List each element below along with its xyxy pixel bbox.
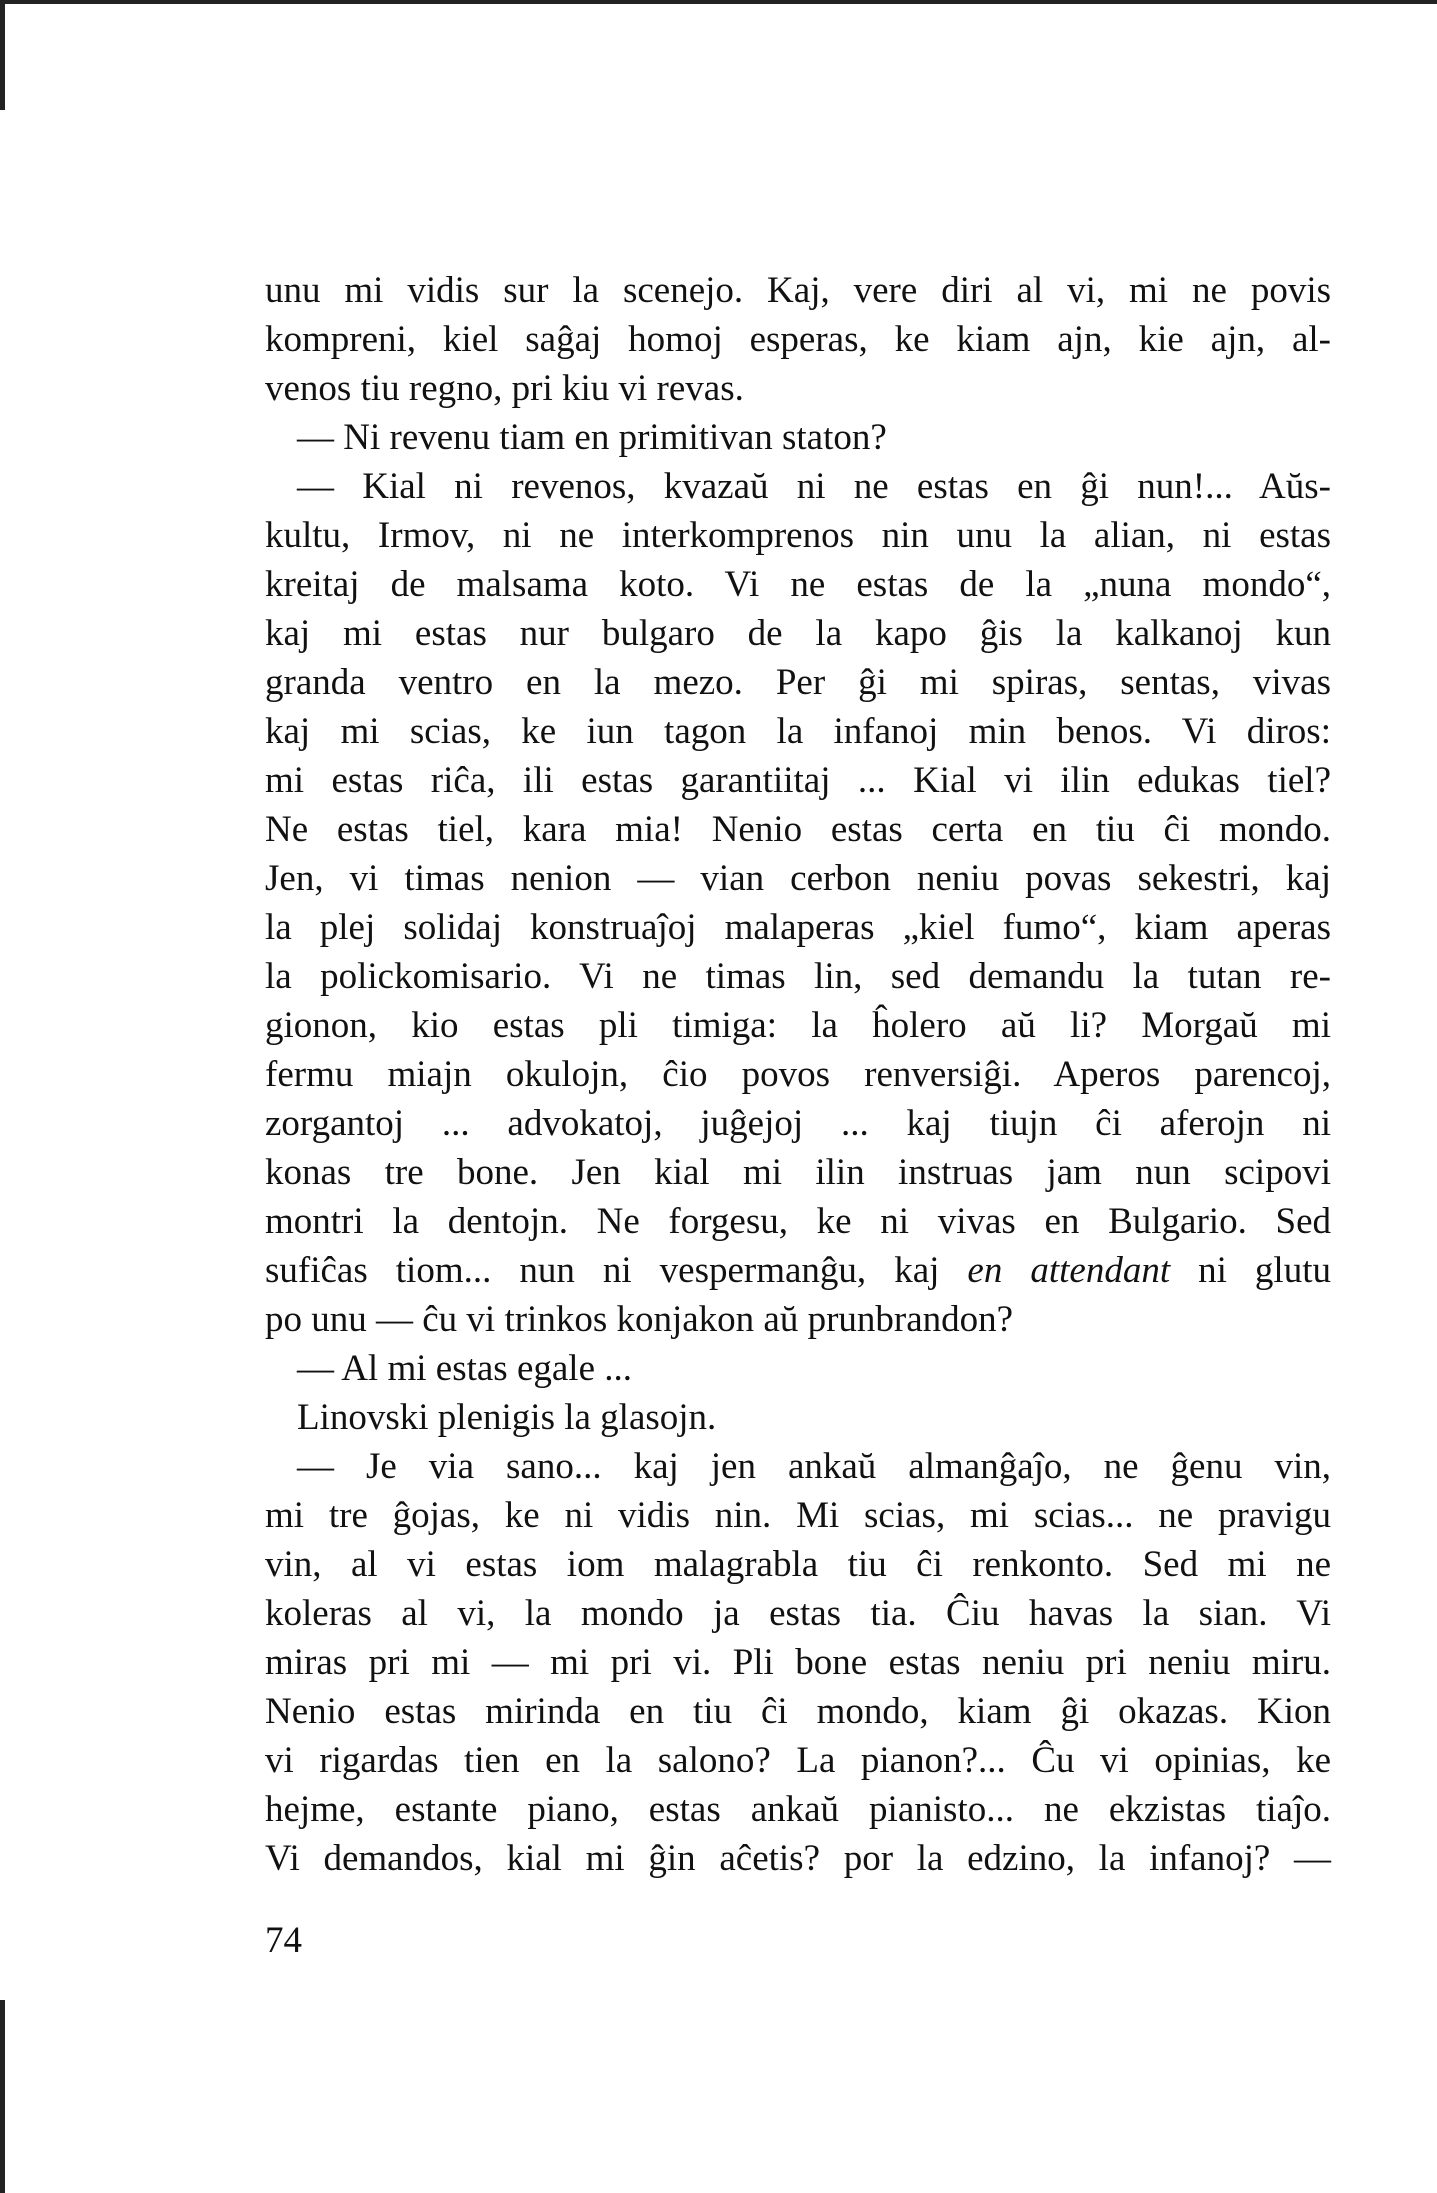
text-line: venos tiu regno, pri kiu vi revas. bbox=[265, 368, 744, 409]
text-line: kreitaj de malsama koto. Vi ne estas de la „nuna mondo“, bbox=[265, 564, 1331, 605]
text-line: Vi demandos, kial mi ĝin aĉetis? por la edzino, la infanoj? — bbox=[265, 1838, 1331, 1879]
text-line: montri la dentojn. Ne forgesu, ke ni vivas en Bulgario. Sed bbox=[265, 1201, 1331, 1242]
text-line: kaj mi estas nur bulgaro de la kapo ĝis la kalkanoj kun bbox=[265, 613, 1331, 654]
page-body-text bbox=[265, 266, 1331, 1883]
text-line: — Je via sano... kaj jen ankaŭ almanĝaĵo, ne ĝenu vin, bbox=[297, 1446, 1331, 1487]
text-line: mi tre ĝojas, ke ni vidis nin. Mi scias, mi scias... ne pravigu bbox=[265, 1495, 1331, 1536]
text-line: vi rigardas tien en la salono? La pianon?... Ĉu vi opinias, ke bbox=[265, 1740, 1331, 1781]
text-line: gionon, kio estas pli timiga: la ĥolero aŭ li? Morgaŭ mi bbox=[265, 1005, 1331, 1046]
scan-top-edge bbox=[0, 0, 1437, 4]
text-line: kaj mi scias, ke iun tagon la infanoj min benos. Vi diros: bbox=[265, 711, 1331, 752]
text-line: vin, al vi estas iom malagrabla tiu ĉi renkonto. Sed mi ne bbox=[265, 1544, 1331, 1585]
text-line-with-italic bbox=[265, 1246, 1331, 1295]
text-line: — Ni revenu tiam en primitivan staton? bbox=[297, 417, 887, 458]
text-line: la plej solidaj konstruaĵoj malaperas „kiel fumo“, kiam aperas bbox=[265, 907, 1331, 948]
text-line: Jen, vi timas nenion — vian cerbon neniu povas sekestri, kaj bbox=[265, 858, 1331, 899]
text-line: kultu, Irmov, ni ne interkomprenos nin unu la alian, ni estas bbox=[265, 515, 1331, 556]
text-segment: ni glutu bbox=[1170, 1250, 1331, 1291]
text-line: — Kial ni revenos, kvazaŭ ni ne estas en ĝi nun!... Aŭs- bbox=[297, 466, 1331, 507]
text-line: po unu — ĉu vi trinkos konjakon aŭ prunbrandon? bbox=[265, 1299, 1014, 1340]
scan-left-edge-top bbox=[0, 0, 5, 110]
text-line: kompreni, kiel saĝaj homoj esperas, ke kiam ajn, kie ajn, al- bbox=[265, 319, 1331, 360]
page-number: 74 bbox=[265, 1920, 302, 1961]
text-line: unu mi vidis sur la scenejo. Kaj, vere diri al vi, mi ne povis bbox=[265, 270, 1331, 311]
text-line: Ne estas tiel, kara mia! Nenio estas certa en tiu ĉi mondo. bbox=[265, 809, 1331, 850]
text-segment: sufiĉas tiom... nun ni vespermanĝu, kaj bbox=[265, 1250, 968, 1291]
text-line: Linovski plenigis la glasojn. bbox=[297, 1397, 717, 1438]
text-line: mi estas riĉa, ili estas garantiitaj ... Kial vi ilin edukas tiel? bbox=[265, 760, 1331, 801]
text-line: granda ventro en la mezo. Per ĝi mi spiras, sentas, vivas bbox=[265, 662, 1331, 703]
text-line: hejme, estante piano, estas ankaŭ pianisto... ne ekzistas tiaĵo. bbox=[265, 1789, 1331, 1830]
text-line: Nenio estas mirinda en tiu ĉi mondo, kiam ĝi okazas. Kion bbox=[265, 1691, 1331, 1732]
italic-phrase: en attendant bbox=[967, 1250, 1171, 1291]
text-line: zorgantoj ... advokatoj, juĝejoj ... kaj tiujn ĉi aferojn ni bbox=[265, 1103, 1331, 1144]
text-line: miras pri mi — mi pri vi. Pli bone estas neniu pri neniu miru. bbox=[265, 1642, 1331, 1683]
text-line: fermu miajn okulojn, ĉio povos renversiĝi. Aperos parencoj, bbox=[265, 1054, 1331, 1095]
text-line: la polickomisario. Vi ne timas lin, sed demandu la tutan re- bbox=[265, 956, 1331, 997]
scan-left-edge-bottom bbox=[0, 2000, 5, 2193]
text-line: konas tre bone. Jen kial mi ilin instruas jam nun scipovi bbox=[265, 1152, 1331, 1193]
text-line: koleras al vi, la mondo ja estas tia. Ĉiu havas la sian. Vi bbox=[265, 1593, 1331, 1634]
text-line: — Al mi estas egale ... bbox=[297, 1348, 632, 1389]
